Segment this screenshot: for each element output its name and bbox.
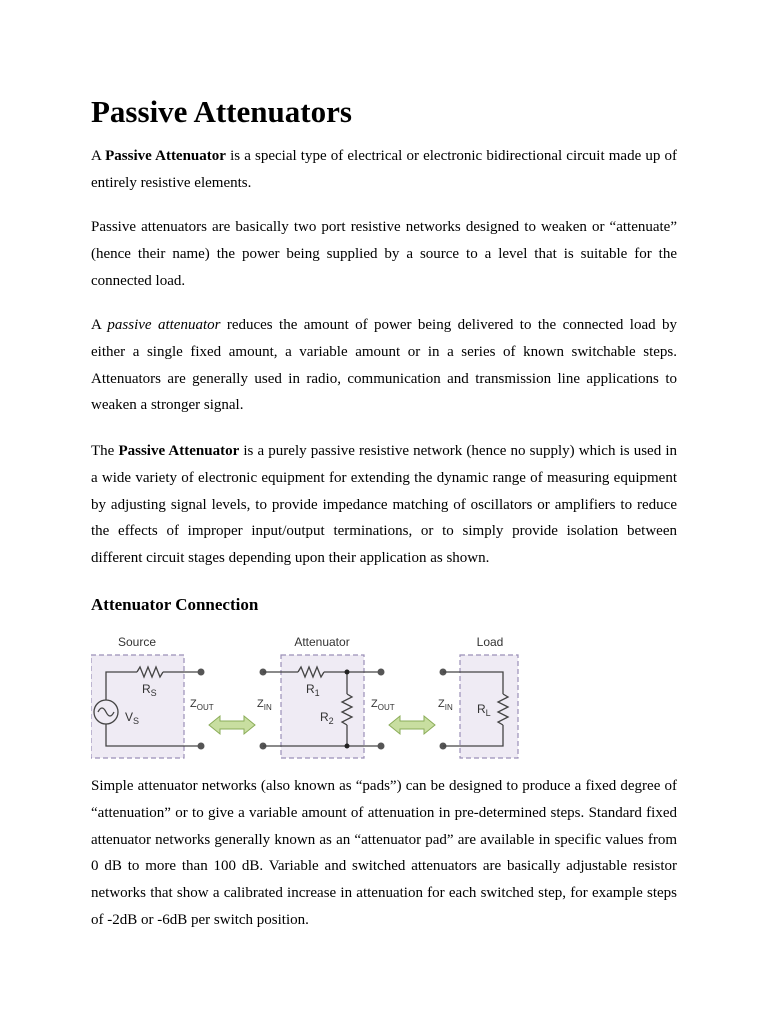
- double-arrow-icon: [389, 716, 435, 734]
- paragraph-definition: [91, 143, 677, 197]
- paragraph-pads: Simple attenuator networks (also known as “pads”) can be designed to produce a fixed degree of “attenuation” or to give a variable amount of attenuation in pre-determined steps. Standard fixed attenuator networks generally known as an “attenuator pad” are available in specific values from 0 dB to more than 100 dB. Variable and switched attenuators are basically adjustable resistor networks that show a calibrated increase in attenuation for each switched step, for example steps of -2dB or -6dB per switch position.: [91, 778, 677, 928]
- paragraph-usage: [91, 438, 677, 572]
- r2-label: $R_2$: [320, 710, 334, 726]
- paragraph-text: A: [91, 148, 106, 164]
- attenuator-label: Attenuator: [294, 635, 350, 649]
- vs-label: $V_S$: [125, 710, 140, 726]
- source-label: Source: [117, 635, 157, 649]
- zin-label-attenuator: $Z_{IN}$: [257, 698, 272, 712]
- load-box: [460, 655, 518, 758]
- bold-term: Passive Attenuator: [105, 148, 226, 164]
- bold-term: Passive Attenuator: [118, 443, 240, 459]
- attenuator-terminal-out-top: [378, 669, 385, 676]
- italic-term: passive attenuator: [107, 317, 221, 333]
- junction-dot: [345, 744, 350, 749]
- paragraph-text: is a special type of electrical or electronic bidirectional circuit made up of entirely resistive elements.: [91, 148, 677, 191]
- load-label: Load: [476, 635, 504, 649]
- paragraph-text: A: [91, 317, 108, 333]
- r1-label: $R_1$: [306, 682, 320, 698]
- zout-label-source: $Z_{OUT}$: [190, 698, 214, 712]
- attenuator-terminal-out-bottom: [378, 743, 385, 750]
- rl-label: $R_L$: [477, 702, 491, 718]
- double-arrow-icon: [209, 716, 255, 734]
- paragraph-text: reduces the amount of power being delivered to the connected load by either a single fixed amount, a variable amount or in a series of known switchable steps. Attenuators are generally used in radio, communication and transmission line applications to weaken a stronger signal.: [91, 317, 677, 414]
- paragraph-reduction: [91, 312, 677, 419]
- zout-label-attenuator: $Z_{OUT}$: [371, 698, 395, 712]
- section-heading: Attenuator Connection: [91, 595, 259, 614]
- paragraph-text: The: [91, 443, 119, 459]
- attenuator-connection-diagram: [91, 630, 531, 765]
- rs-label: $R_S$: [142, 682, 157, 698]
- source-terminal-top: [198, 669, 205, 676]
- junction-dot: [345, 670, 350, 675]
- paragraph-text: is a purely passive resistive network (hence no supply) which is used in a wide variety of electronic equipment for extending the dynamic range of measuring equipment by adjusting signal levels, to provide impedance matching of oscillators or amplifiers to reduce the effects of improper input/output terminations, or to simply provide isolation between different circuit stages depending upon their application as shown.: [91, 443, 678, 567]
- zin-label-load: $Z_{IN}$: [438, 698, 453, 712]
- page-title: Passive Attenuators: [91, 94, 352, 129]
- paragraph-two-port: Passive attenuators are basically two port resistive networks designed to weaken or “attenuate” (hence their name) the power being supplied by a source to a level that is suitable for the connected load.: [91, 219, 677, 289]
- source-terminal-bottom: [198, 743, 205, 750]
